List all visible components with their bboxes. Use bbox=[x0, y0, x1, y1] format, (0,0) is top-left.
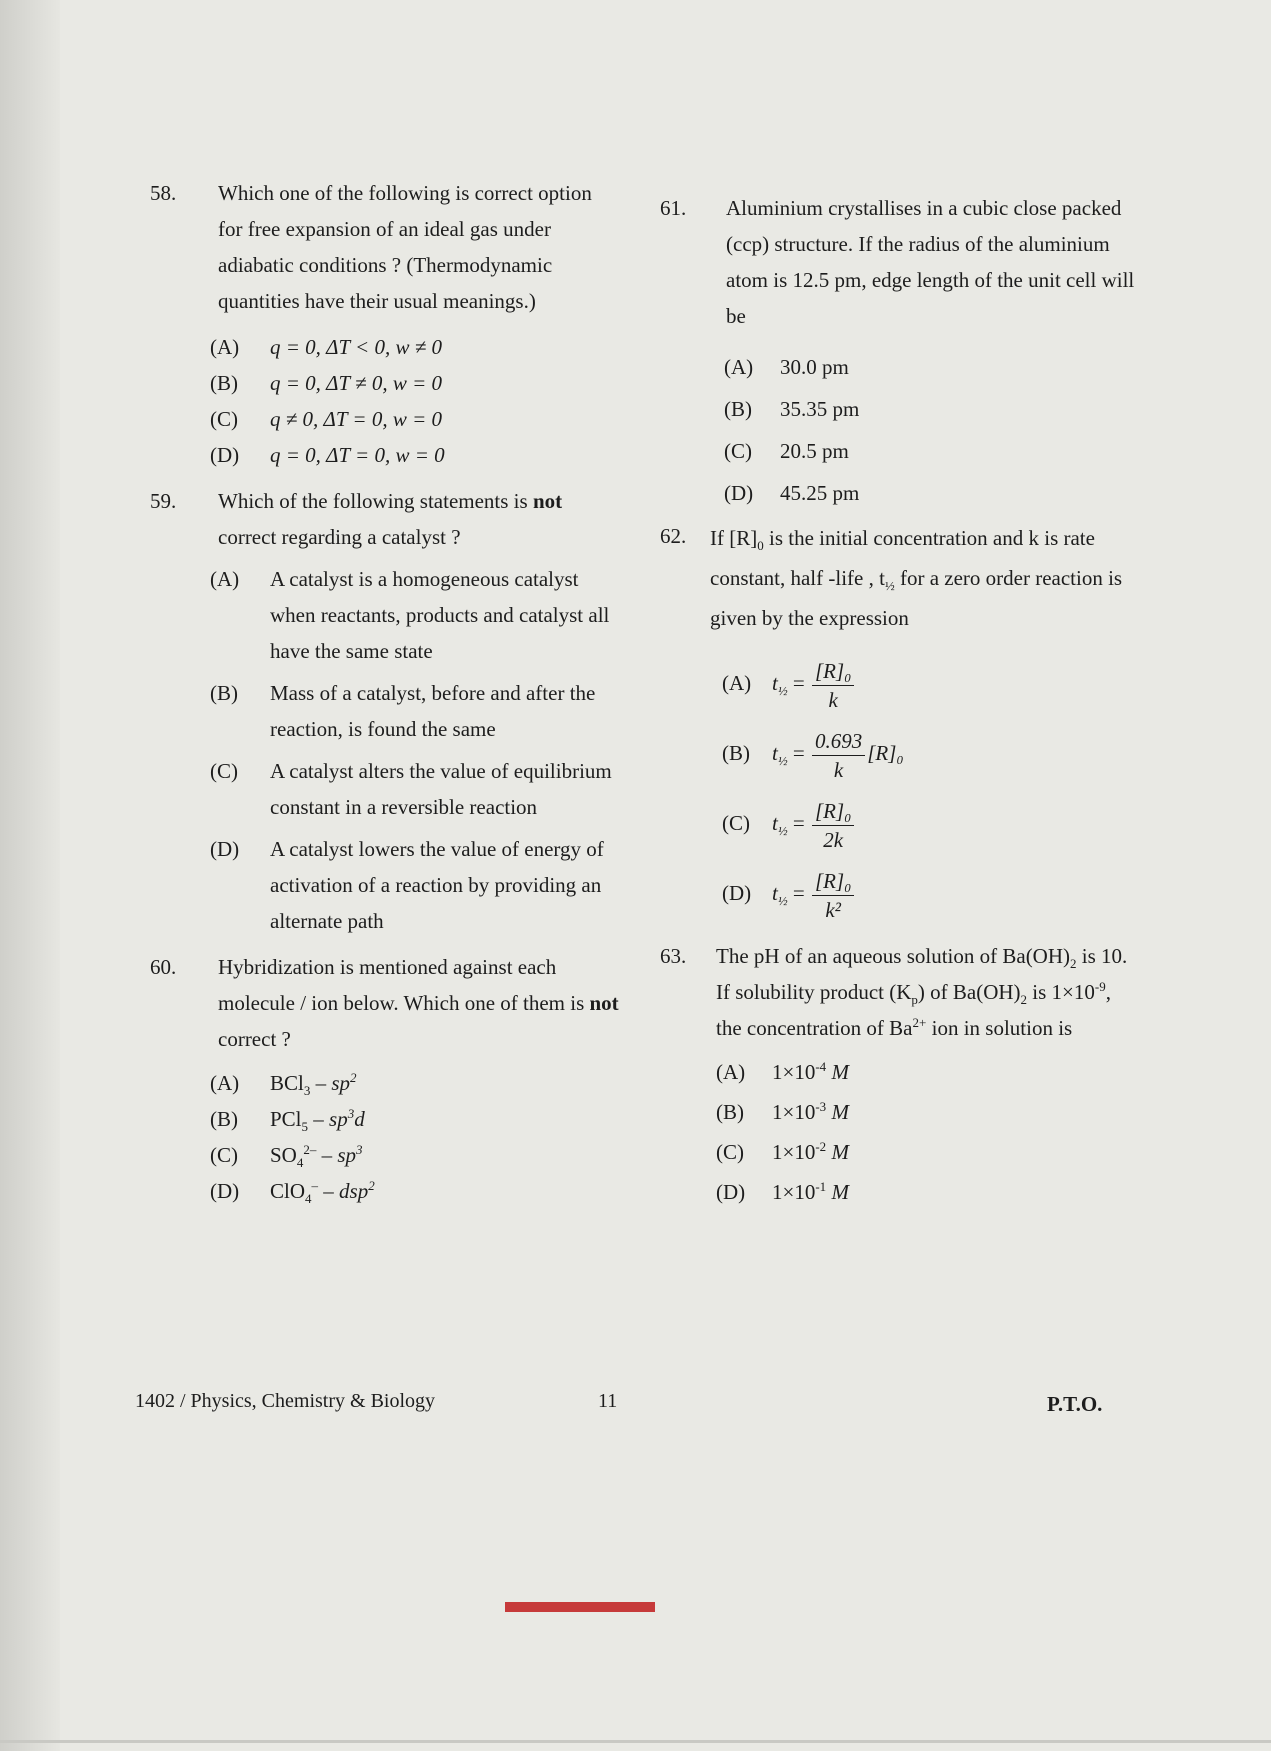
question-62 bbox=[660, 518, 1140, 638]
question-number: 60. bbox=[150, 955, 177, 979]
option-text: 35.35 pm bbox=[780, 397, 860, 421]
question-number: 63. bbox=[660, 944, 687, 968]
option-60c bbox=[210, 1137, 620, 1173]
option-label: (A) bbox=[724, 355, 754, 379]
option-59c bbox=[210, 753, 620, 825]
option-63b bbox=[716, 1092, 1140, 1132]
option-formula: $t_{\frac{1}{2}}$ = $\frac{\text{[R]₀}}{k}$ bbox=[772, 671, 856, 695]
option-60b bbox=[210, 1101, 620, 1137]
option-value: $1\times 10^{-1}$ M bbox=[772, 1179, 849, 1204]
option-label: (A) bbox=[722, 671, 752, 695]
question-59 bbox=[150, 483, 620, 555]
option-label: (B) bbox=[210, 1107, 238, 1131]
question-number: 58. bbox=[150, 181, 177, 205]
option-label: (B) bbox=[210, 681, 238, 705]
option-value: $1\times 10^{-2}$ M bbox=[772, 1139, 849, 1164]
option-text: Mass of a catalyst, before and after the reaction, is found the same bbox=[270, 681, 596, 741]
option-61d bbox=[724, 472, 1140, 514]
option-63d bbox=[716, 1172, 1140, 1212]
question-61 bbox=[660, 190, 1140, 334]
question-text: Which of the following statements is not correct regarding a catalyst ? bbox=[218, 489, 563, 549]
page-bottom-edge bbox=[0, 1740, 1271, 1743]
question-63 bbox=[660, 938, 1140, 1046]
option-formula: $PCl_5 - sp^3d$ bbox=[270, 1106, 365, 1135]
option-label: (D) bbox=[210, 443, 240, 467]
option-text: 45.25 pm bbox=[780, 481, 860, 505]
right-column bbox=[660, 190, 1140, 1212]
option-text: A catalyst is a homogeneous catalyst when reactants, products and catalyst all have the same state bbox=[270, 567, 610, 663]
option-formula: $SO_4^{2-} - sp^3$ bbox=[270, 1142, 363, 1171]
option-text: q = 0, ΔT < 0, w ≠ 0 bbox=[270, 335, 442, 359]
option-label: (A) bbox=[210, 567, 240, 591]
option-58c bbox=[210, 401, 620, 437]
option-label: (C) bbox=[210, 407, 238, 431]
question-number: 62. bbox=[660, 524, 687, 548]
option-61a bbox=[724, 346, 1140, 388]
question-text: The pH of an aqueous solution of $Ba(OH)_2$ is 10. If solubility product $(K_p)$ of $Ba(OH)_2$ is $1\times 10^{-9}$, the concentration of $Ba^{2+}$ ion in solution is bbox=[716, 944, 1128, 1040]
question-text: Aluminium crystallises in a cubic close packed (ccp) structure. If the radius of the aluminium atom is 12.5 pm, edge length of the unit cell will be bbox=[726, 196, 1135, 328]
option-label: (C) bbox=[210, 759, 238, 783]
option-62b bbox=[722, 722, 1140, 784]
option-formula: ClO$_4$– – dsp$^2$ bbox=[270, 1178, 375, 1207]
red-ink-mark bbox=[505, 1602, 655, 1612]
option-label: (B) bbox=[716, 1100, 744, 1124]
page-edge-shadow bbox=[0, 0, 60, 1751]
option-label: (D) bbox=[722, 881, 752, 905]
option-label: (D) bbox=[724, 481, 754, 505]
option-59b bbox=[210, 675, 620, 747]
option-62a bbox=[722, 652, 1140, 714]
option-text: A catalyst alters the value of equilibrium constant in a reversible reaction bbox=[270, 759, 612, 819]
option-value: $1\times 10^{-4}$ M bbox=[772, 1059, 849, 1084]
option-63c bbox=[716, 1132, 1140, 1172]
option-text: q = 0, ΔT = 0, w = 0 bbox=[270, 443, 445, 467]
question-text: Which one of the following is correct option for free expansion of an ideal gas under adiabatic conditions ? (Thermodynamic quantities have their usual meanings.) bbox=[218, 181, 592, 313]
option-label: (A) bbox=[210, 335, 240, 359]
option-label: (D) bbox=[716, 1180, 746, 1204]
option-text: q ≠ 0, ΔT = 0, w = 0 bbox=[270, 407, 442, 431]
option-text: A catalyst lowers the value of energy of activation of a reaction by providing an alternate path bbox=[270, 837, 604, 933]
option-label: (B) bbox=[210, 371, 238, 395]
option-formula: $BCl_3 - sp^2$ bbox=[270, 1070, 357, 1099]
option-label: (B) bbox=[722, 741, 750, 765]
option-label: (C) bbox=[210, 1143, 238, 1167]
option-62d bbox=[722, 862, 1140, 924]
page-number: 11 bbox=[598, 1390, 618, 1412]
option-label: (C) bbox=[716, 1140, 744, 1164]
footer-subject: 1402 / Physics, Chemistry & Biology bbox=[135, 1390, 436, 1412]
question-number: 59. bbox=[150, 489, 177, 513]
option-value: $1\times 10^{-3}$ M bbox=[772, 1099, 849, 1124]
option-58a bbox=[210, 329, 620, 365]
option-60a bbox=[210, 1065, 620, 1101]
option-59d bbox=[210, 831, 620, 939]
option-text: q = 0, ΔT ≠ 0, w = 0 bbox=[270, 371, 442, 395]
option-61c bbox=[724, 430, 1140, 472]
option-label: (D) bbox=[210, 837, 240, 861]
option-text: 20.5 pm bbox=[780, 439, 849, 463]
option-58d bbox=[210, 437, 620, 473]
option-formula: $t_{\frac{1}{2}}$ = $\frac{0.693}{k}$ [R]₀ bbox=[772, 728, 904, 782]
option-label: (A) bbox=[210, 1071, 240, 1095]
option-63a bbox=[716, 1052, 1140, 1092]
option-text: 30.0 pm bbox=[780, 355, 849, 379]
pto-label: P.T.O. bbox=[1047, 1392, 1103, 1416]
option-label: (A) bbox=[716, 1060, 746, 1084]
option-58b bbox=[210, 365, 620, 401]
question-number: 61. bbox=[660, 196, 687, 220]
question-60 bbox=[150, 949, 620, 1057]
option-59a bbox=[210, 561, 620, 669]
option-60d bbox=[210, 1173, 620, 1209]
question-text: Hybridization is mentioned against each molecule / ion below. Which one of them is not correct ? bbox=[218, 955, 619, 1051]
option-formula: $t_{\frac{1}{2}}$ = $\frac{\text{[R]₀}}{\text{k²}}$ bbox=[772, 881, 856, 905]
option-62c bbox=[722, 792, 1140, 854]
option-label: (C) bbox=[722, 811, 750, 835]
option-label: (D) bbox=[210, 1179, 240, 1203]
question-text: If $[R]_0$ is the initial concentration and k is rate constant, half -life , $t_{\frac{1}{2}}$ for a zero order reaction is given by the expression bbox=[710, 526, 1123, 630]
option-formula: $t_{\frac{1}{2}}$ = $\frac{\text{[R]₀}}{2k}$ bbox=[772, 811, 856, 835]
option-label: (C) bbox=[724, 439, 752, 463]
option-61b bbox=[724, 388, 1140, 430]
option-label: (B) bbox=[724, 397, 752, 421]
question-58 bbox=[150, 175, 620, 319]
left-column bbox=[150, 175, 620, 1209]
